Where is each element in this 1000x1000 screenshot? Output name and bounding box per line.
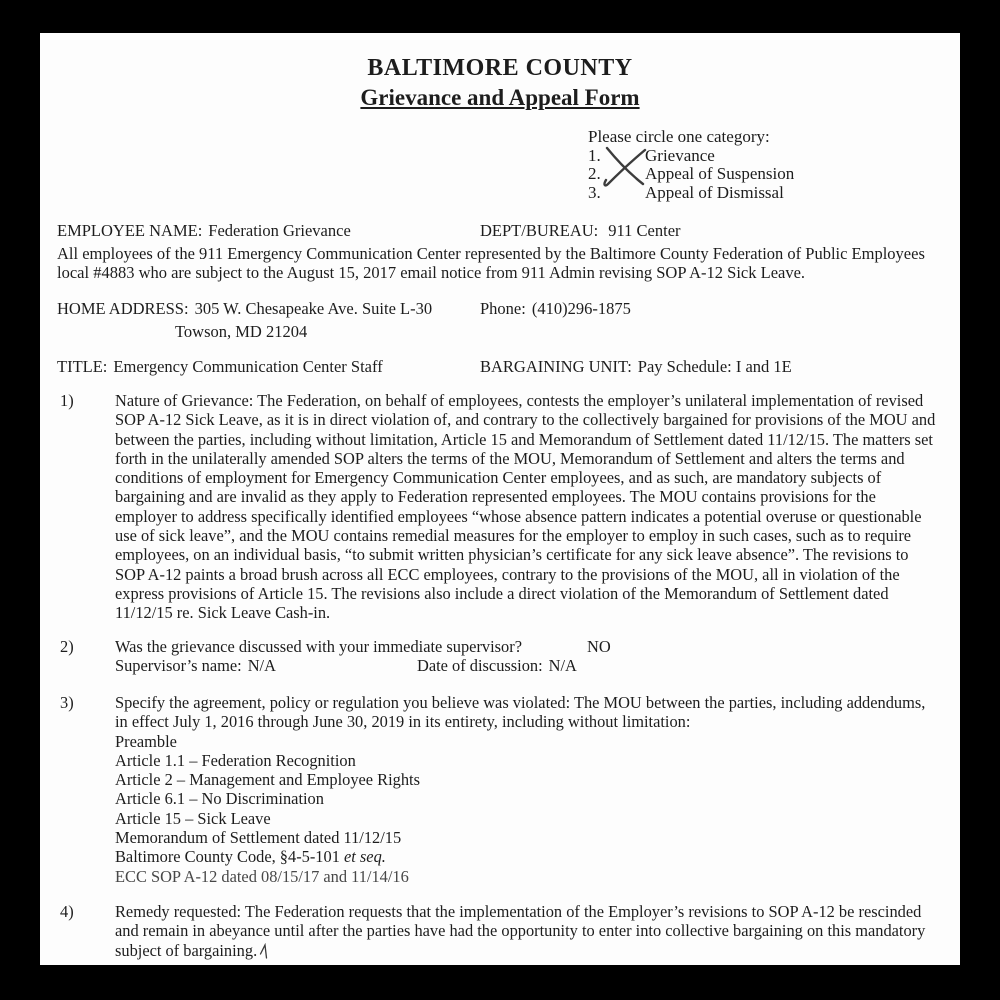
violated-item-county-code: Baltimore County Code, §4-5-101 et seq. bbox=[115, 847, 386, 867]
section-3-number: 3) bbox=[60, 693, 74, 712]
employee-name-row bbox=[57, 221, 955, 241]
section-remedy-requested bbox=[60, 902, 940, 960]
form-title: BALTIMORE COUNTY bbox=[367, 55, 633, 81]
category-number-1: 1. bbox=[588, 145, 601, 165]
violated-item-article-2: Article 2 – Management and Employee Rights bbox=[115, 770, 420, 790]
violated-item-article-6-1: Article 6.1 – No Discrimination bbox=[115, 789, 324, 809]
section-3-intro: Specify the agreement, policy or regulation you believe was violated: The MOU between the parties, including addendums, in effect July 1, 2016 through June 30, 2019 in its entirety, including without limitation: bbox=[115, 693, 926, 732]
section-4-number: 4) bbox=[60, 902, 74, 921]
section-1-number: 1) bbox=[60, 391, 74, 410]
supervisor-name-row bbox=[115, 656, 940, 675]
date-of-discussion-label: Date of discussion: bbox=[417, 656, 543, 676]
category-label-appeal-dismissal: Appeal of Dismissal bbox=[645, 182, 784, 202]
dept-bureau-group bbox=[480, 221, 681, 241]
home-address-label: HOME ADDRESS: bbox=[57, 299, 189, 318]
violated-item-preamble: Preamble bbox=[115, 731, 177, 751]
bargaining-unit-value: Pay Schedule: I and 1E bbox=[637, 357, 792, 376]
category-number-2: 2. bbox=[588, 164, 601, 184]
bargaining-unit-group bbox=[480, 357, 792, 377]
supervisor-name-label: Supervisor’s name: bbox=[115, 656, 242, 676]
employee-name-value: Federation Grievance bbox=[208, 221, 351, 240]
section-violated-agreements bbox=[60, 693, 940, 886]
bargaining-unit-label: BARGAINING UNIT: bbox=[480, 357, 632, 376]
job-title-value: Emergency Communication Center Staff bbox=[113, 357, 383, 376]
violated-item-ecc-sop: ECC SOP A-12 dated 08/15/17 and 11/14/16 bbox=[115, 866, 409, 886]
home-address-line2: Towson, MD 21204 bbox=[175, 322, 308, 341]
section-4-body: Remedy requested: The Federation requests that the implementation of the Employer’s revisions to SOP A-12 be rescinded and remain in abeyance until after the parties have had the opportunity to enter into collective bargaining on this mandatory subject of bargaining. bbox=[115, 902, 926, 960]
form-page bbox=[40, 33, 960, 965]
supervisor-question: Was the grievance discussed with your immediate supervisor? bbox=[115, 637, 522, 656]
employee-name-label: EMPLOYEE NAME: bbox=[57, 221, 203, 240]
phone-value: (410)296-1875 bbox=[531, 299, 631, 318]
violated-item-memorandum: Memorandum of Settlement dated 11/12/15 bbox=[115, 828, 402, 848]
supervisor-name-value: N/A bbox=[247, 656, 276, 676]
violated-item-article-15: Article 15 – Sick Leave bbox=[115, 808, 271, 828]
form-subtitle: Grievance and Appeal Form bbox=[360, 85, 640, 110]
supervisor-answer: NO bbox=[587, 637, 611, 656]
date-of-discussion-group bbox=[417, 656, 577, 675]
category-section bbox=[588, 128, 794, 202]
violated-item-article-1-1: Article 1.1 – Federation Recognition bbox=[115, 750, 356, 770]
title-row bbox=[57, 357, 955, 377]
form-header bbox=[40, 55, 960, 111]
category-label-appeal-suspension: Appeal of Suspension bbox=[645, 164, 795, 184]
category-prompt: Please circle one category: bbox=[588, 127, 770, 146]
section-nature-of-grievance bbox=[60, 391, 940, 623]
home-address-value: 305 W. Chesapeake Ave. Suite L-30 bbox=[194, 299, 433, 318]
section-2-number: 2) bbox=[60, 637, 74, 656]
category-label-grievance: Grievance bbox=[645, 145, 715, 165]
et-seq-italic: et seq. bbox=[344, 847, 386, 867]
job-title-label: TITLE: bbox=[57, 357, 108, 376]
phone-label: Phone: bbox=[480, 299, 526, 318]
handwritten-x-mark bbox=[600, 145, 650, 189]
dept-bureau-value: 911 Center bbox=[608, 221, 681, 240]
dept-bureau-label: DEPT/BUREAU: bbox=[480, 221, 599, 240]
home-address-row bbox=[57, 299, 955, 319]
handwritten-end-mark bbox=[259, 943, 270, 960]
section-1-body: Nature of Grievance: The Federation, on behalf of employees, contests the employer’s unilateral implementation of revised SOP A-12 Sick Leave, as it is in direct violation of, and contrary to the collectively bargained for provisions of the MOU and between the parties, including without limitation, Article 15 and Memorandum of Settlement dated 11/12/15. The matters set forth in the unilaterally amended SOP alters the terms of the MOU, Memorandum of Settlement and alters the terms and conditions of employment for Emergency Communication Center employees, and as such, are mandatory subjects of bargaining and are invalid as they apply to Federation represented employees. The MOU contains provisions for the employer to address specifically identified employees “whose absence pattern indicates a potential overuse or questionable use of sick leave”, and the MOU contains remedial measures for the employer to employ in such cases, such as to require employees, on an individual basis, “to submit written physician’s certificate for any sick leave absence”. The revisions to SOP A-12 paints a broad brush across all ECC employees, contrary to the provisions of the MOU, all in violation of the express provisions of Article 15. The revisions also include a direct violation of the Memorandum of Settlement dated 11/12/15 re. Sick Leave Cash-in. bbox=[115, 391, 936, 623]
section-supervisor-discussion bbox=[60, 637, 940, 676]
date-of-discussion-value: N/A bbox=[548, 656, 577, 676]
supervisor-question-row bbox=[115, 637, 940, 656]
grievant-description: All employees of the 911 Emergency Communication Center represented by the Baltimore County Federation of Public Employees local #4883 who are subject to the August 15, 2017 email notice from 911 Admin revising SOP A-12 Sick Leave. bbox=[57, 244, 925, 283]
phone-group bbox=[480, 299, 631, 319]
category-number-3: 3. bbox=[588, 182, 601, 202]
